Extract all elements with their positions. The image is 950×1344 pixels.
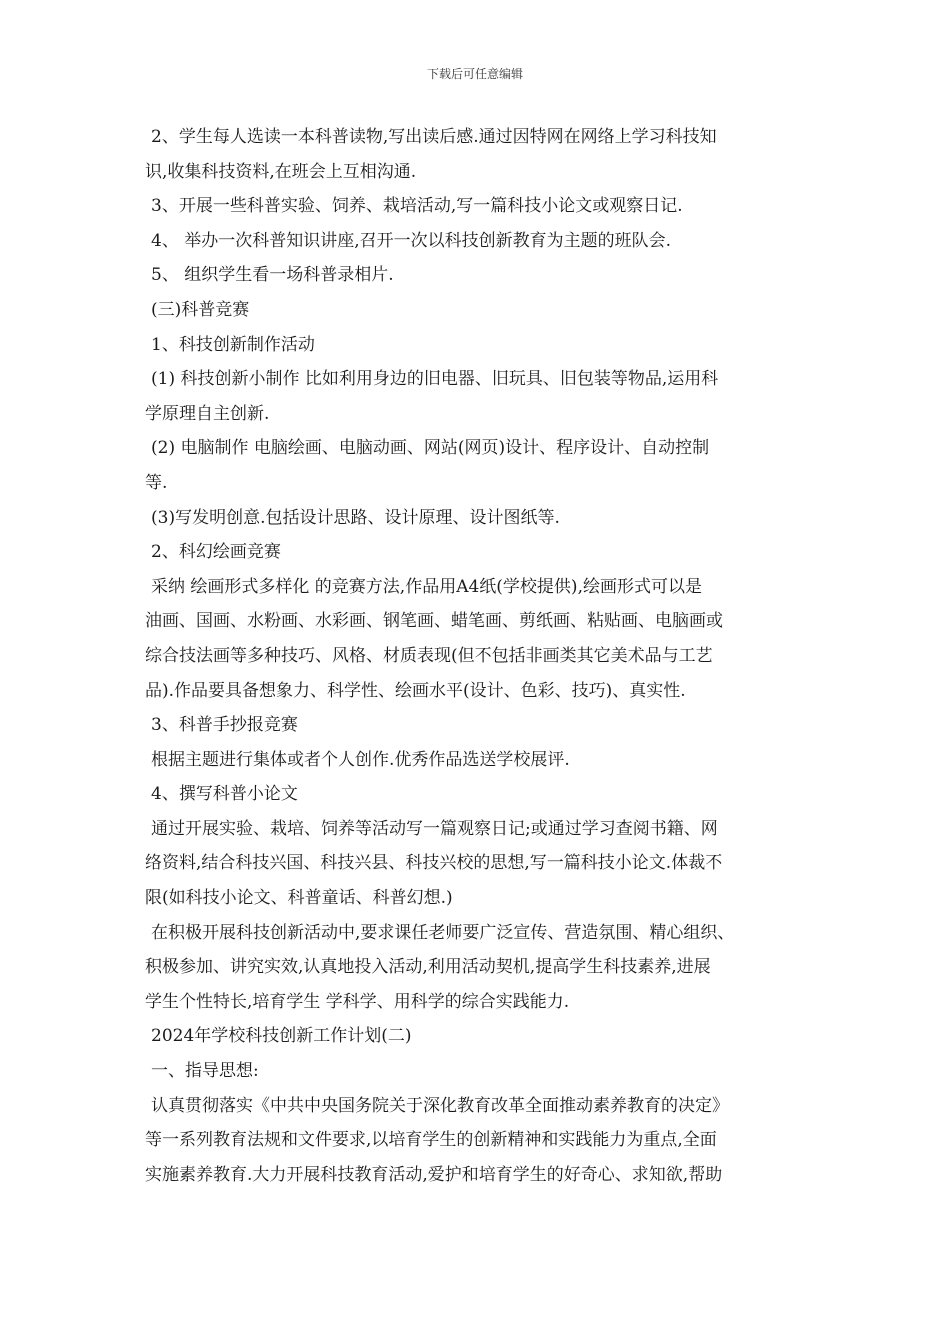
- section-heading: (三)科普竞赛: [151, 299, 250, 320]
- paragraph-line: 学生个性特长,培育学生 学科学、用科学的综合实践能力.: [145, 991, 570, 1012]
- paragraph-line: 积极参加、讲究实效,认真地投入活动,利用活动契机,提高学生科技素养,进展: [145, 957, 711, 978]
- paragraph-line: (1) 科技创新小制作 比如利用身边的旧电器、旧玩具、旧包装等物品,运用科: [151, 369, 719, 390]
- subsection-heading: 3、科普手抄报竞赛: [151, 715, 298, 736]
- paragraph-line: 等.: [145, 472, 168, 493]
- paragraph-line: 在积极开展科技创新活动中,要求课任老师要广泛宣传、营造氛围、精心组织、: [151, 922, 735, 943]
- paragraph-line: 根据主题进行集体或者个人创作.优秀作品选送学校展评.: [151, 749, 570, 770]
- paragraph-line: 认真贯彻落实《中共中央国务院关于深化教育改革全面推动素养教育的决定》: [151, 1095, 729, 1116]
- paragraph-line: 4、 举办一次科普知识讲座,召开一次以科技创新教育为主题的班队会.: [151, 230, 672, 251]
- paragraph-line: 油画、国画、水粉画、水彩画、钢笔画、蜡笔画、剪纸画、粘贴画、电脑画或: [145, 611, 723, 632]
- paragraph-line: 络资料,结合科技兴国、科技兴县、科技兴校的思想,写一篇科技小论文.体裁不: [145, 853, 723, 874]
- paragraph-line: 实施素养教育.大力开展科技教育活动,爱护和培育学生的好奇心、求知欲,帮助: [145, 1164, 723, 1185]
- paragraph-line: 2、学生每人选读一本科普读物,写出读后感.通过因特网在网络上学习科技知: [151, 127, 717, 147]
- paragraph-line: 通过开展实验、栽培、饲养等活动写一篇观察日记;或通过学习查阅书籍、网: [151, 818, 718, 839]
- subsection-heading: 4、撰写科普小论文: [151, 784, 298, 805]
- paragraph-line: 限(如科技小论文、科普童话、科普幻想.): [145, 888, 453, 909]
- paragraph-line: 品).作品要具备想象力、科学性、绘画水平(设计、色彩、技巧)、真实性.: [145, 680, 686, 701]
- paragraph-line: 3、开展一些科普实验、饲养、栽培活动,写一篇科技小论文或观察日记.: [151, 196, 683, 217]
- paragraph-line: 综合技法画等多种技巧、风格、材质表现(但不包括非画类其它美术品与工艺: [145, 645, 713, 666]
- paragraph-line: 采纳 绘画形式多样化 的竞赛方法,作品用A4纸(学校提供),绘画形式可以是: [151, 576, 702, 597]
- paragraph-line: 等一系列教育法规和文件要求,以培育学生的创新精神和实践能力为重点,全面: [145, 1130, 717, 1151]
- subsection-heading: 2、科幻绘画竞赛: [151, 542, 281, 563]
- document-title: 2024年学校科技创新工作计划(二): [151, 1026, 412, 1047]
- paragraph-line: (3)写发明创意.包括设计思路、设计原理、设计图纸等.: [151, 507, 560, 528]
- subsection-heading: 1、科技创新制作活动: [151, 334, 315, 355]
- paragraph-line: 识,收集科技资料,在班会上互相沟通.: [145, 161, 417, 182]
- paragraph-line: (2) 电脑制作 电脑绘画、电脑动画、网站(网页)设计、程序设计、自动控制: [151, 438, 710, 459]
- paragraph-line: 5、 组织学生看一场科普录相片.: [151, 265, 394, 286]
- section-heading: 一、指导思想:: [151, 1061, 259, 1082]
- paragraph-line: 学原理自主创新.: [145, 403, 270, 424]
- page-header: 下载后可任意编辑: [426, 67, 523, 81]
- document-body: [145, 120, 805, 1192]
